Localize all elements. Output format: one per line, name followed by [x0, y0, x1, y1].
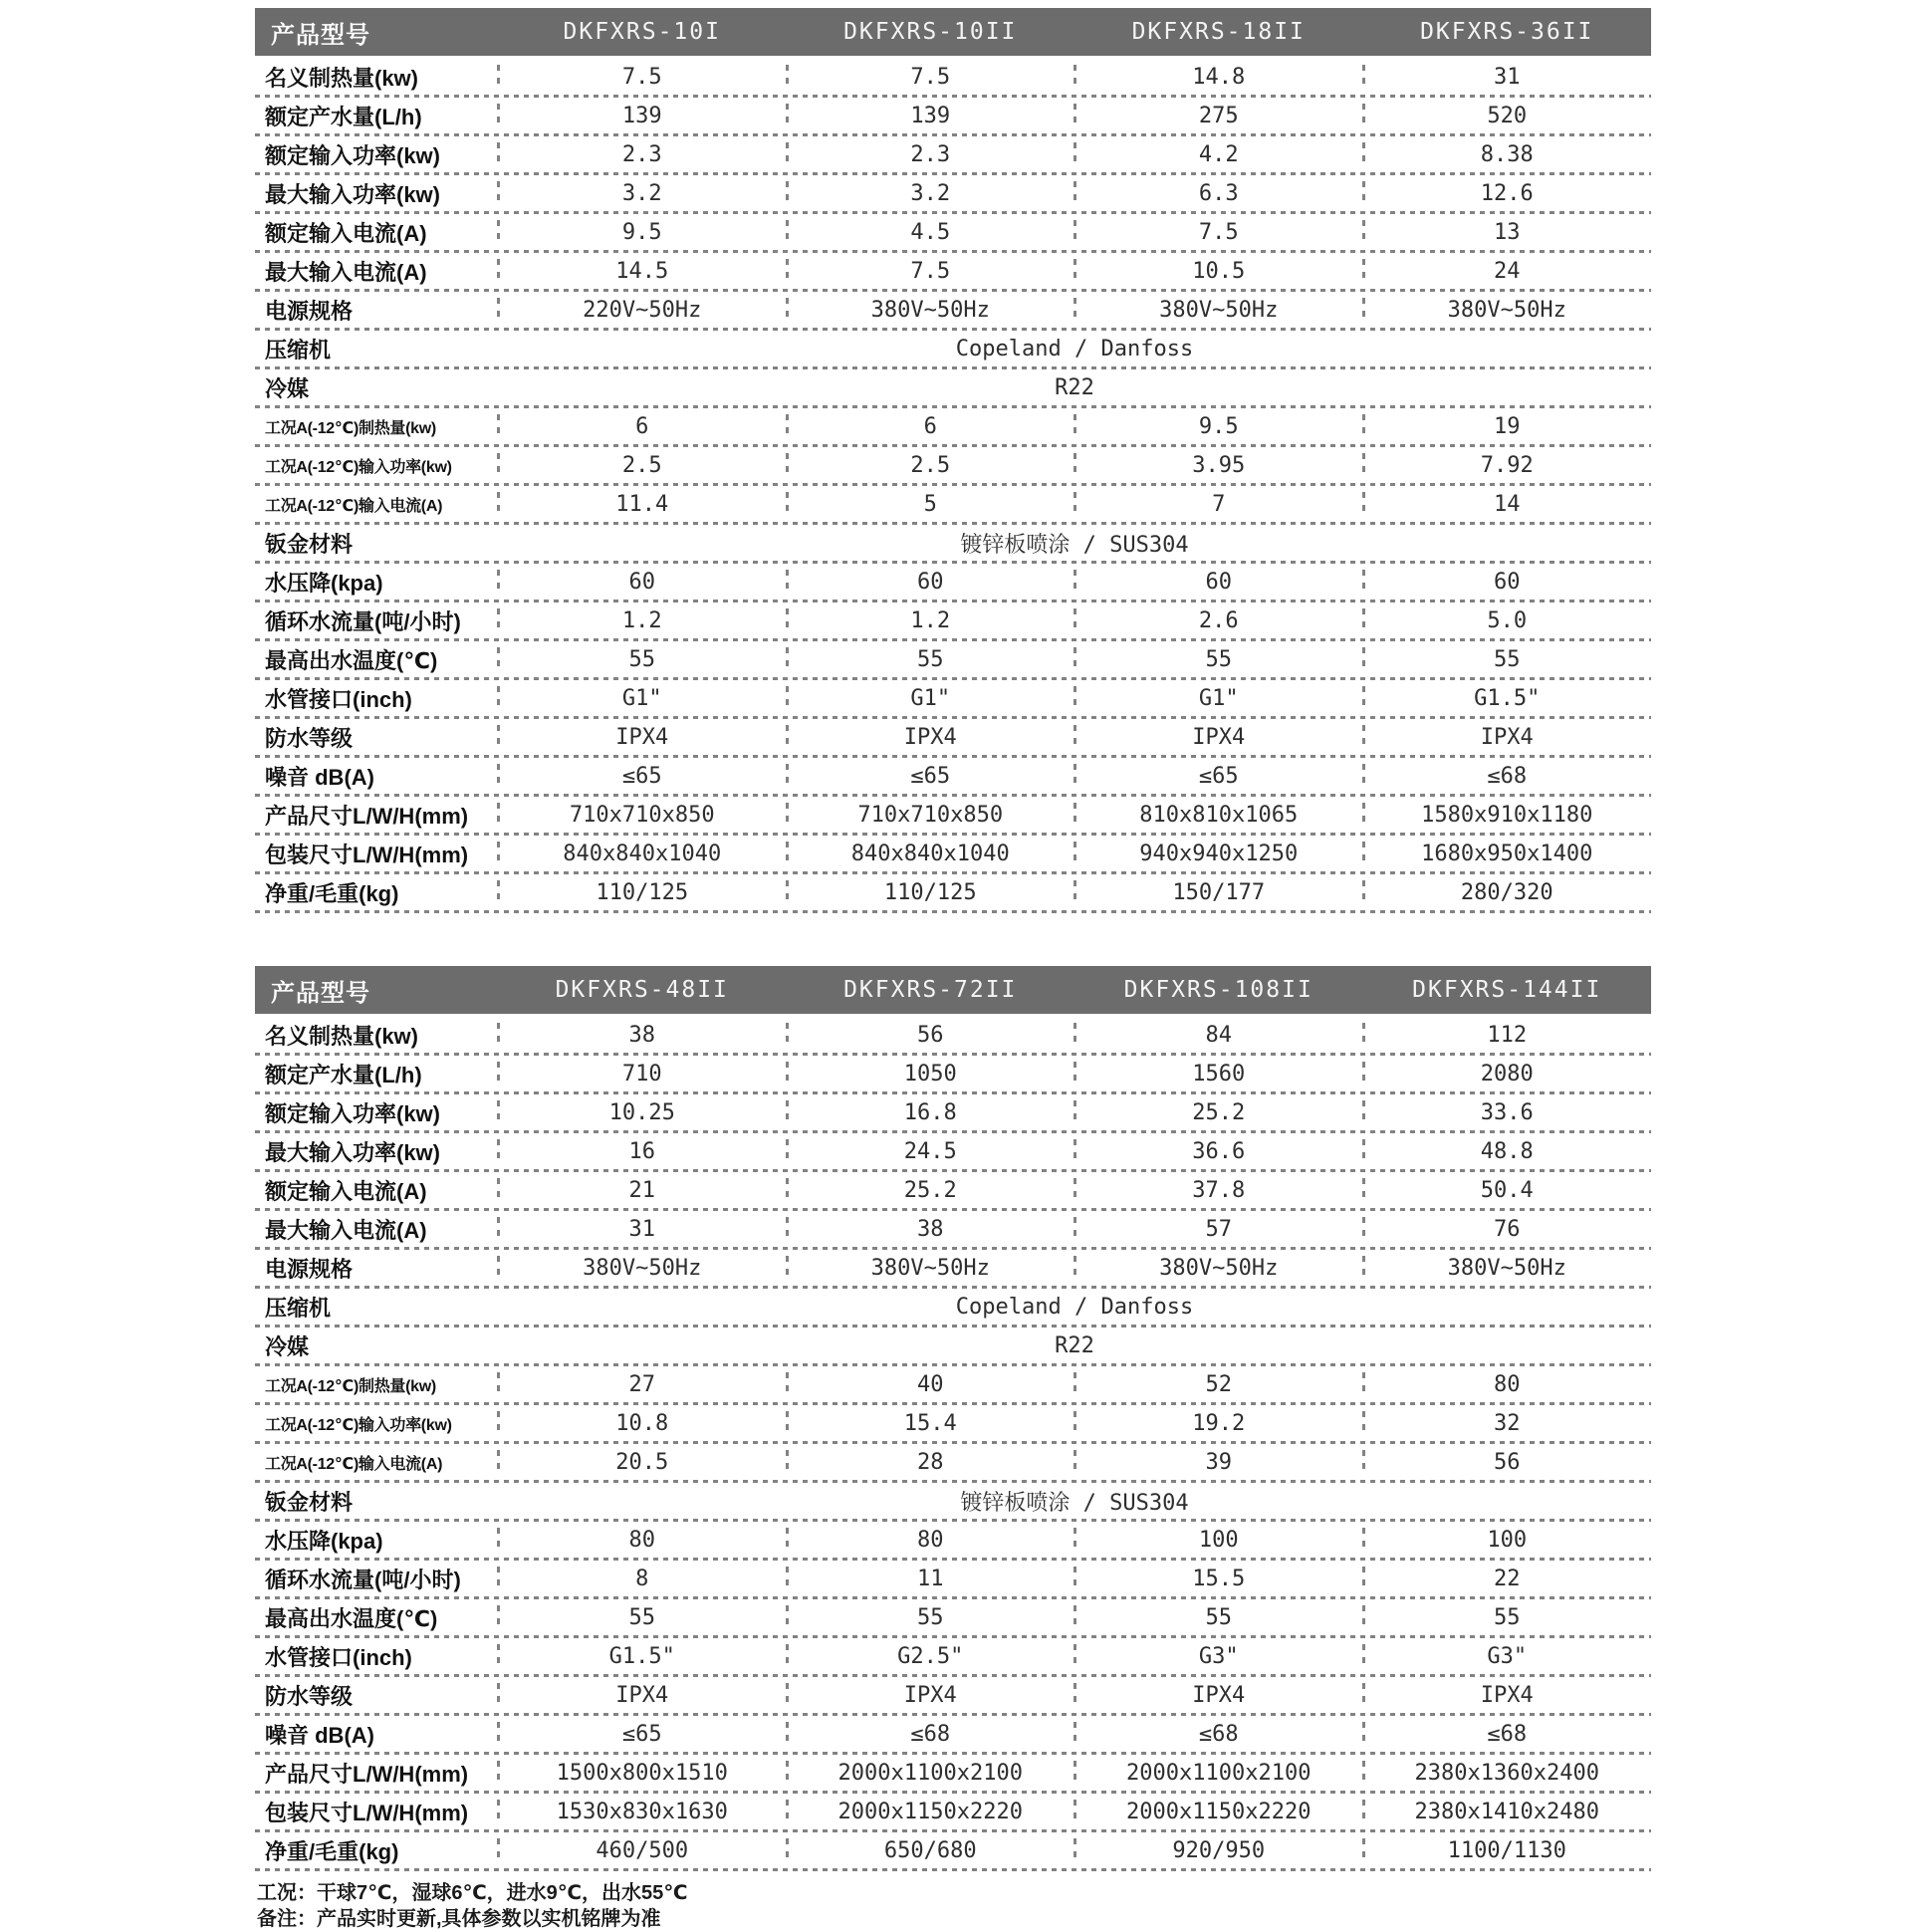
cell-value: 5: [787, 492, 1076, 517]
row-label: 噪音 dB(A): [265, 765, 374, 790]
table-row: [255, 1715, 1651, 1754]
cell-value: 80: [498, 1528, 787, 1553]
cell-value: 6.3: [1075, 181, 1363, 206]
row-label: 钣金材料: [265, 1490, 354, 1515]
cell-value: 380V~50Hz: [1363, 1256, 1652, 1281]
cell-value: 1680x950x1400: [1363, 842, 1652, 866]
cell-value: G3": [1075, 1644, 1363, 1669]
cell-value: 14.5: [498, 259, 787, 284]
cell-value: 76: [1363, 1217, 1652, 1242]
row-label: 最大输入电流(A): [265, 260, 427, 285]
cell-value: 7.5: [787, 65, 1076, 90]
table-row: [255, 1482, 1651, 1521]
table-row: [255, 1210, 1651, 1249]
cell-value: G1.5": [498, 1644, 787, 1669]
footnotes: [255, 1880, 1651, 1932]
cell-value: 7.5: [498, 65, 787, 90]
cell-value: 380V~50Hz: [1075, 298, 1363, 323]
cell-value: 9.5: [498, 220, 787, 245]
cell-value: ≤68: [787, 1722, 1076, 1747]
table-row: [255, 835, 1651, 873]
cell-value: 55: [787, 1605, 1076, 1630]
cell-value: 840x840x1040: [787, 842, 1076, 866]
model-column-header: DKFXRS-18II: [1131, 19, 1306, 45]
cell-value: 8.38: [1363, 142, 1652, 167]
cell-value: 19.2: [1075, 1411, 1363, 1436]
cell-value: 84: [1075, 1023, 1363, 1048]
cell-value: 2080: [1363, 1062, 1652, 1087]
cell-value: 520: [1363, 104, 1652, 128]
spec-tables-container: [255, 8, 1651, 1870]
cell-value: 60: [1075, 570, 1363, 595]
row-label: 净重/毛重(kg): [265, 1839, 399, 1864]
cell-value: 100: [1363, 1528, 1652, 1553]
model-column-header: DKFXRS-48II: [555, 977, 729, 1003]
cell-value: G1": [1075, 686, 1363, 711]
row-label: 产品尺寸L/W/H(mm): [265, 804, 469, 829]
table-row: [255, 291, 1651, 330]
table-row: [255, 1249, 1651, 1288]
table-row: [255, 602, 1651, 640]
cell-value: 9.5: [1075, 414, 1363, 439]
cell-value: 4.2: [1075, 142, 1363, 167]
span-value: 镀锌板喷涂 / SUS304: [960, 533, 1189, 558]
cell-value: 2380x1360x2400: [1363, 1761, 1652, 1786]
row-label: 产品尺寸L/W/H(mm): [265, 1762, 469, 1787]
cell-value: 2.6: [1075, 608, 1363, 633]
cell-value: 1560: [1075, 1062, 1363, 1087]
cell-value: 25.2: [1075, 1100, 1363, 1125]
table-row: [255, 1404, 1651, 1443]
cell-value: 11: [787, 1567, 1076, 1591]
table-row: [255, 718, 1651, 757]
cell-value: 56: [1363, 1450, 1652, 1475]
table-row: [255, 796, 1651, 835]
cell-value: 16.8: [787, 1100, 1076, 1125]
cell-value: 80: [1363, 1372, 1652, 1397]
note-test-conditions: 工况：干球7℃，湿球6℃，进水9℃，出水55℃: [257, 1882, 688, 1904]
cell-value: 13: [1363, 220, 1652, 245]
cell-value: 48.8: [1363, 1139, 1652, 1164]
cell-value: 38: [787, 1217, 1076, 1242]
row-label: 水压降(kpa): [265, 1529, 383, 1554]
cell-value: 55: [787, 647, 1076, 672]
row-label: 额定产水量(L/h): [265, 105, 422, 129]
table-row: [255, 174, 1651, 213]
cell-value: 15.5: [1075, 1567, 1363, 1591]
table-row: [255, 407, 1651, 446]
cell-value: IPX4: [787, 725, 1076, 750]
table-row: [255, 1637, 1651, 1676]
cell-value: G3": [1363, 1644, 1652, 1669]
spec-table-2: [255, 966, 1651, 1870]
note-remark: 备注：产品实时更新,具体参数以实机铭牌为准: [257, 1908, 661, 1930]
span-value: R22: [1055, 1333, 1094, 1358]
cell-value: 2000x1100x2100: [1075, 1761, 1363, 1786]
cell-value: 2.5: [498, 453, 787, 478]
cell-value: IPX4: [1075, 725, 1363, 750]
cell-value: 55: [498, 1605, 787, 1630]
row-label: 最大输入电流(A): [265, 1218, 427, 1243]
table-header-row: [255, 966, 1651, 1014]
cell-value: 10.5: [1075, 259, 1363, 284]
cell-value: 220V~50Hz: [498, 298, 787, 323]
model-column-header: DKFXRS-144II: [1412, 977, 1602, 1003]
row-label: 电源规格: [265, 299, 354, 324]
table-row: [255, 1831, 1651, 1870]
table-row: [255, 873, 1651, 912]
row-label: 工况A(-12℃)制热量(kw): [265, 1378, 436, 1395]
cell-value: 380V~50Hz: [787, 1256, 1076, 1281]
row-label: 工况A(-12℃)输入电流(A): [265, 498, 443, 515]
cell-value: 4.5: [787, 220, 1076, 245]
span-value: Copeland / Danfoss: [955, 1295, 1194, 1320]
cell-value: 16: [498, 1139, 787, 1164]
table-row: [255, 1132, 1651, 1171]
cell-value: ≤68: [1363, 1722, 1652, 1747]
cell-value: 22: [1363, 1567, 1652, 1591]
cell-value: 52: [1075, 1372, 1363, 1397]
cell-value: 55: [1075, 647, 1363, 672]
table-row: [255, 213, 1651, 252]
table-row: [255, 1676, 1651, 1715]
table-row: [255, 1016, 1651, 1055]
cell-value: 55: [498, 647, 787, 672]
cell-value: G1": [498, 686, 787, 711]
cell-value: ≤65: [498, 1722, 787, 1747]
row-label: 名义制热量(kw): [265, 1024, 419, 1049]
cell-value: 5.0: [1363, 608, 1652, 633]
table-row: [255, 1055, 1651, 1093]
table-row: [255, 1365, 1651, 1404]
cell-value: 2.3: [498, 142, 787, 167]
cell-value: 7.5: [1075, 220, 1363, 245]
cell-value: ≤68: [1075, 1722, 1363, 1747]
table-row: [255, 640, 1651, 679]
cell-value: 1.2: [787, 608, 1076, 633]
row-label: 工况A(-12℃)输入功率(kw): [265, 459, 452, 476]
row-label: 防水等级: [265, 1684, 354, 1709]
row-label: 最高出水温度(℃): [265, 1606, 438, 1631]
cell-value: 12.6: [1363, 181, 1652, 206]
cell-value: 6: [498, 414, 787, 439]
cell-value: 24: [1363, 259, 1652, 284]
cell-value: 2.5: [787, 453, 1076, 478]
cell-value: 37.8: [1075, 1178, 1363, 1203]
cell-value: 920/950: [1075, 1838, 1363, 1863]
cell-value: 150/177: [1075, 880, 1363, 905]
cell-value: 810x810x1065: [1075, 803, 1363, 828]
table-row: [255, 524, 1651, 563]
cell-value: 650/680: [787, 1838, 1076, 1863]
spec-table-1: [255, 8, 1651, 912]
span-value: R22: [1055, 375, 1094, 400]
row-label: 循环水流量(吨/小时): [265, 1568, 461, 1592]
cell-value: 27: [498, 1372, 787, 1397]
cell-value: 80: [787, 1528, 1076, 1553]
row-label: 压缩机: [265, 338, 332, 362]
model-column-header: DKFXRS-108II: [1123, 977, 1314, 1003]
cell-value: 56: [787, 1023, 1076, 1048]
cell-value: 55: [1363, 647, 1652, 672]
cell-value: 14: [1363, 492, 1652, 517]
table-row: [255, 1093, 1651, 1132]
cell-value: 380V~50Hz: [787, 298, 1076, 323]
row-label: 最高出水温度(℃): [265, 648, 438, 673]
row-label: 钣金材料: [265, 532, 354, 557]
cell-value: 60: [787, 570, 1076, 595]
row-label: 额定输入电流(A): [265, 221, 427, 246]
cell-value: IPX4: [498, 1683, 787, 1708]
row-label: 额定产水量(L/h): [265, 1063, 422, 1087]
cell-value: 7: [1075, 492, 1363, 517]
cell-value: IPX4: [1075, 1683, 1363, 1708]
row-label: 额定输入功率(kw): [265, 143, 441, 168]
cell-value: IPX4: [1363, 1683, 1652, 1708]
row-label: 噪音 dB(A): [265, 1723, 374, 1748]
row-label: 冷媒: [265, 376, 310, 401]
cell-value: 100: [1075, 1528, 1363, 1553]
cell-value: 7.92: [1363, 453, 1652, 478]
cell-value: 112: [1363, 1023, 1652, 1048]
row-label: 额定输入功率(kw): [265, 1101, 441, 1126]
row-label: 水压降(kpa): [265, 571, 383, 596]
cell-value: 940x940x1250: [1075, 842, 1363, 866]
cell-value: ≤68: [1363, 764, 1652, 789]
row-label: 工况A(-12℃)制热量(kw): [265, 420, 436, 437]
model-column-header: DKFXRS-72II: [843, 977, 1018, 1003]
cell-value: 55: [1363, 1605, 1652, 1630]
row-label: 冷媒: [265, 1334, 310, 1359]
span-value: Copeland / Danfoss: [955, 337, 1194, 362]
table-row: [255, 252, 1651, 291]
row-label: 名义制热量(kw): [265, 66, 419, 91]
table-row: [255, 1754, 1651, 1793]
cell-value: IPX4: [787, 1683, 1076, 1708]
table-row: [255, 1171, 1651, 1210]
cell-value: 1530x830x1630: [498, 1800, 787, 1824]
cell-value: 60: [498, 570, 787, 595]
cell-value: 50.4: [1363, 1178, 1652, 1203]
cell-value: 2000x1100x2100: [787, 1761, 1076, 1786]
cell-value: 15.4: [787, 1411, 1076, 1436]
span-value: 镀锌板喷涂 / SUS304: [960, 1491, 1189, 1516]
row-label: 最大输入功率(kw): [265, 182, 441, 207]
cell-value: 1100/1130: [1363, 1838, 1652, 1863]
cell-value: IPX4: [1363, 725, 1652, 750]
cell-value: 3.2: [787, 181, 1076, 206]
cell-value: G2.5": [787, 1644, 1076, 1669]
cell-value: 57: [1075, 1217, 1363, 1242]
row-label: 最大输入功率(kw): [265, 1140, 441, 1165]
cell-value: 1050: [787, 1062, 1076, 1087]
cell-value: 110/125: [498, 880, 787, 905]
cell-value: 110/125: [787, 880, 1076, 905]
table-row: [255, 368, 1651, 407]
header-product-model-label: 产品型号: [271, 979, 370, 1007]
model-column-header: DKFXRS-10I: [563, 19, 721, 45]
cell-value: 2000x1150x2220: [1075, 1800, 1363, 1824]
cell-value: 2000x1150x2220: [787, 1800, 1076, 1824]
cell-value: 10.8: [498, 1411, 787, 1436]
cell-value: 31: [498, 1217, 787, 1242]
cell-value: 36.6: [1075, 1139, 1363, 1164]
cell-value: 21: [498, 1178, 787, 1203]
cell-value: 60: [1363, 570, 1652, 595]
cell-value: 19: [1363, 414, 1652, 439]
table-row: [255, 485, 1651, 524]
row-label: 工况A(-12℃)输入电流(A): [265, 1456, 443, 1473]
cell-value: 31: [1363, 65, 1652, 90]
cell-value: G1.5": [1363, 686, 1652, 711]
cell-value: 139: [787, 104, 1076, 128]
table-row: [255, 1288, 1651, 1327]
table-row: [255, 679, 1651, 718]
row-label: 水管接口(inch): [265, 687, 412, 712]
cell-value: 8: [498, 1567, 787, 1591]
table-row: [255, 1598, 1651, 1637]
table-row: [255, 58, 1651, 97]
cell-value: 38: [498, 1023, 787, 1048]
row-label: 电源规格: [265, 1257, 354, 1282]
table-row: [255, 1443, 1651, 1482]
table-row: [255, 97, 1651, 135]
cell-value: 710x710x850: [498, 803, 787, 828]
cell-value: 14.8: [1075, 65, 1363, 90]
cell-value: 55: [1075, 1605, 1363, 1630]
table-row: [255, 563, 1651, 602]
cell-value: 840x840x1040: [498, 842, 787, 866]
cell-value: 24.5: [787, 1139, 1076, 1164]
cell-value: 3.95: [1075, 453, 1363, 478]
table-row: [255, 135, 1651, 174]
table-row: [255, 1793, 1651, 1831]
row-label: 额定输入电流(A): [265, 1179, 427, 1204]
table-header-row: [255, 8, 1651, 56]
row-label: 包装尺寸L/W/H(mm): [265, 843, 469, 867]
cell-value: 11.4: [498, 492, 787, 517]
table-body: [255, 58, 1651, 912]
table-row: [255, 1327, 1651, 1365]
cell-value: 39: [1075, 1450, 1363, 1475]
cell-value: ≤65: [1075, 764, 1363, 789]
table-row: [255, 1521, 1651, 1560]
table-row: [255, 330, 1651, 368]
cell-value: 1580x910x1180: [1363, 803, 1652, 828]
cell-value: 7.5: [787, 259, 1076, 284]
model-column-header: DKFXRS-36II: [1420, 19, 1594, 45]
cell-value: 2380x1410x2480: [1363, 1800, 1652, 1824]
row-label: 工况A(-12℃)输入功率(kw): [265, 1417, 452, 1434]
table-body: [255, 1016, 1651, 1870]
cell-value: 380V~50Hz: [498, 1256, 787, 1281]
cell-value: 40: [787, 1372, 1076, 1397]
cell-value: 280/320: [1363, 880, 1652, 905]
cell-value: G1": [787, 686, 1076, 711]
cell-value: 28: [787, 1450, 1076, 1475]
row-label: 净重/毛重(kg): [265, 881, 399, 906]
cell-value: IPX4: [498, 725, 787, 750]
cell-value: 20.5: [498, 1450, 787, 1475]
model-column-header: DKFXRS-10II: [843, 19, 1018, 45]
cell-value: 32: [1363, 1411, 1652, 1436]
cell-value: 6: [787, 414, 1076, 439]
cell-value: 1500x800x1510: [498, 1761, 787, 1786]
cell-value: 3.2: [498, 181, 787, 206]
cell-value: 710x710x850: [787, 803, 1076, 828]
cell-value: 275: [1075, 104, 1363, 128]
table-row: [255, 1560, 1651, 1598]
spec-sheet: [255, 8, 1651, 1932]
cell-value: 139: [498, 104, 787, 128]
cell-value: 10.25: [498, 1100, 787, 1125]
table-row: [255, 757, 1651, 796]
table-row: [255, 446, 1651, 485]
row-label: 包装尺寸L/W/H(mm): [265, 1801, 469, 1825]
row-label: 循环水流量(吨/小时): [265, 609, 461, 634]
cell-value: 25.2: [787, 1178, 1076, 1203]
row-label: 防水等级: [265, 726, 354, 751]
cell-value: 380V~50Hz: [1075, 1256, 1363, 1281]
cell-value: ≤65: [498, 764, 787, 789]
cell-value: ≤65: [787, 764, 1076, 789]
cell-value: 710: [498, 1062, 787, 1087]
row-label: 压缩机: [265, 1296, 332, 1321]
cell-value: 460/500: [498, 1838, 787, 1863]
cell-value: 2.3: [787, 142, 1076, 167]
row-label: 水管接口(inch): [265, 1645, 412, 1670]
cell-value: 1.2: [498, 608, 787, 633]
cell-value: 380V~50Hz: [1363, 298, 1652, 323]
cell-value: 33.6: [1363, 1100, 1652, 1125]
header-product-model-label: 产品型号: [271, 21, 370, 49]
